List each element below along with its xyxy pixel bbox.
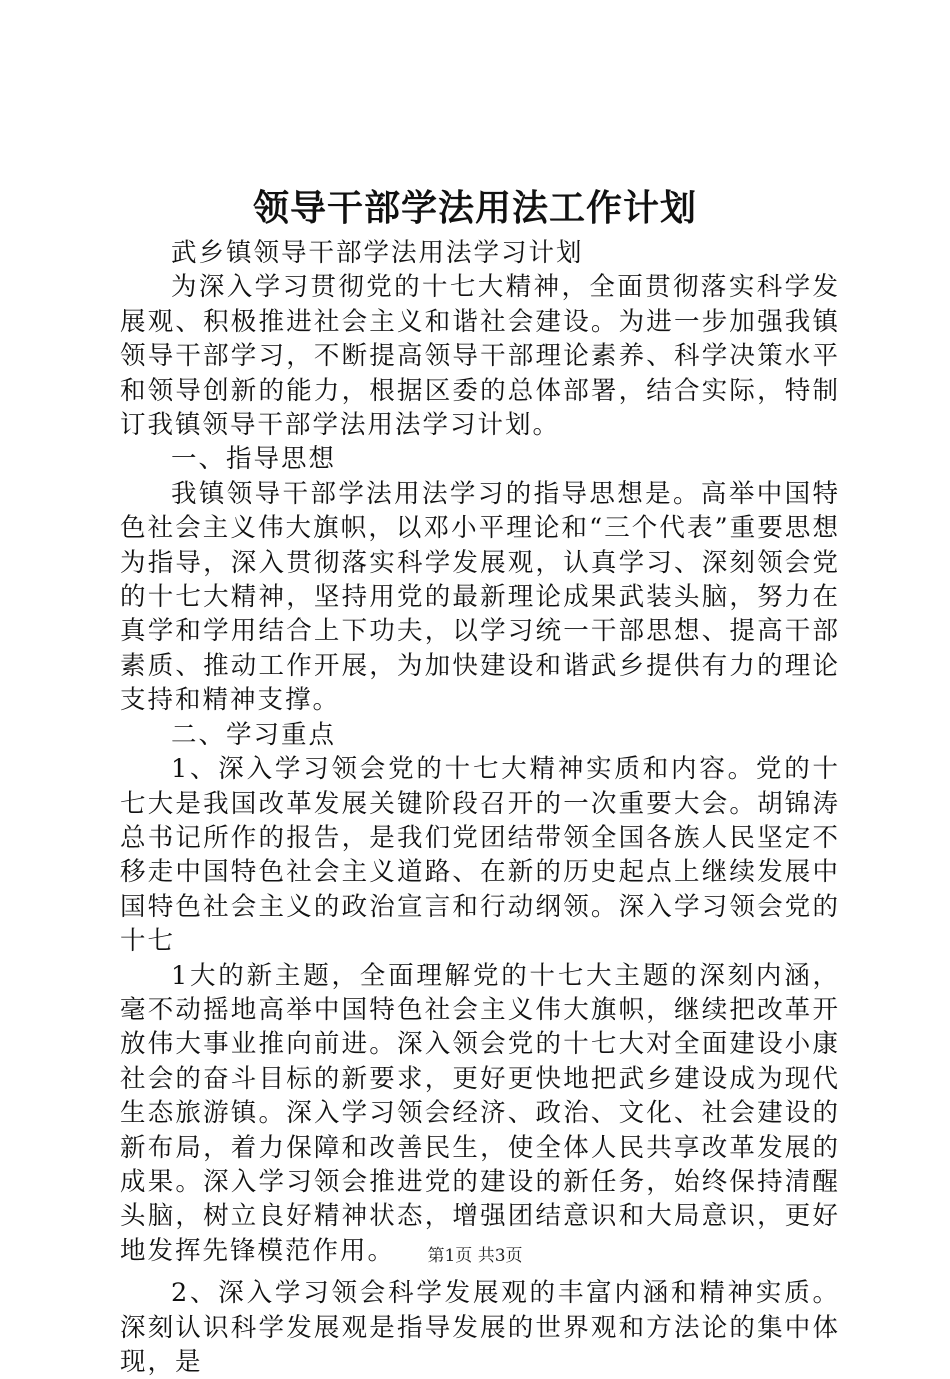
paragraph-study-point-1-continued: 1大的新主题，全面理解党的十七大主题的深刻内涵，毫不动摇地高举中国特色社会主义伟大旗帜，继续把改革开放伟大事业推向前进。深入领会党的十七大对全面建设小康社会的奋斗目标的新要求，更好更快地把武乡建设成为现代生态旅游镇。深入学习领会经济、政治、文化、社会建设的新布局，着力保障和改善民生，使全体人民共享改革发展的成果。深入学习领会推进党的建设的新任务，始终保持清醒头脑，树立良好精神状态，增强团结意识和大局意识，更好地发挥先锋模范作用。 [120,960,840,1266]
paragraph-study-point-2: 2、深入学习领会科学发展观的丰富内涵和精神实质。深刻认识科学发展观是指导发展的世界观和方法论的集中体现，是 [120,1278,840,1377]
paragraph-subtitle: 武乡镇领导干部学法用法学习计划 [171,238,584,268]
document-title: 领导干部学法用法工作计划 [252,187,697,229]
page-footer: 第1页 共3页 [427,1246,523,1266]
section-heading-guiding-thought: 一、指导思想 [171,444,337,475]
document-body [120,236,840,1379]
paragraph-guiding-thought: 我镇领导干部学法用法学习的指导思想是。高举中国特色社会主义伟大旗帜，以邓小平理论和“三个代表”重要思想为指导，深入贯彻落实科学发展观，认真学习、深刻领会党的十七大精神，坚持用党的最新理论成果武装头脑，努力在真学和学用结合上下功夫，以学习统一干部思想、提高干部素质、推动工作开展，为加快建设和谐武乡提供有力的理论支持和精神支撑。 [120,478,840,716]
paragraph-intro: 为深入学习贯彻党的十七大精神，全面贯彻落实科学发展观、积极推进社会主义和谐社会建设。为进一步加强我镇领导干部学习，不断提高领导干部理论素养、科学决策水平和领导创新的能力，根据区委的总体部署，结合实际，特制订我镇领导干部学法用法学习计划。 [120,272,840,441]
section-heading-study-focus: 二、学习重点 [171,719,337,750]
paragraph-study-point-1: 1、深入学习领会党的十七大精神实质和内容。党的十七大是我国改革发展关键阶段召开的一次重要大会。胡锦涛总书记所作的报告，是我们党团结带领全国各族人民坚定不移走中国特色社会主义道路、在新的历史起点上继续发展中国特色社会主义的政治宣言和行动纲领。深入学习领会党的十七 [120,754,840,957]
